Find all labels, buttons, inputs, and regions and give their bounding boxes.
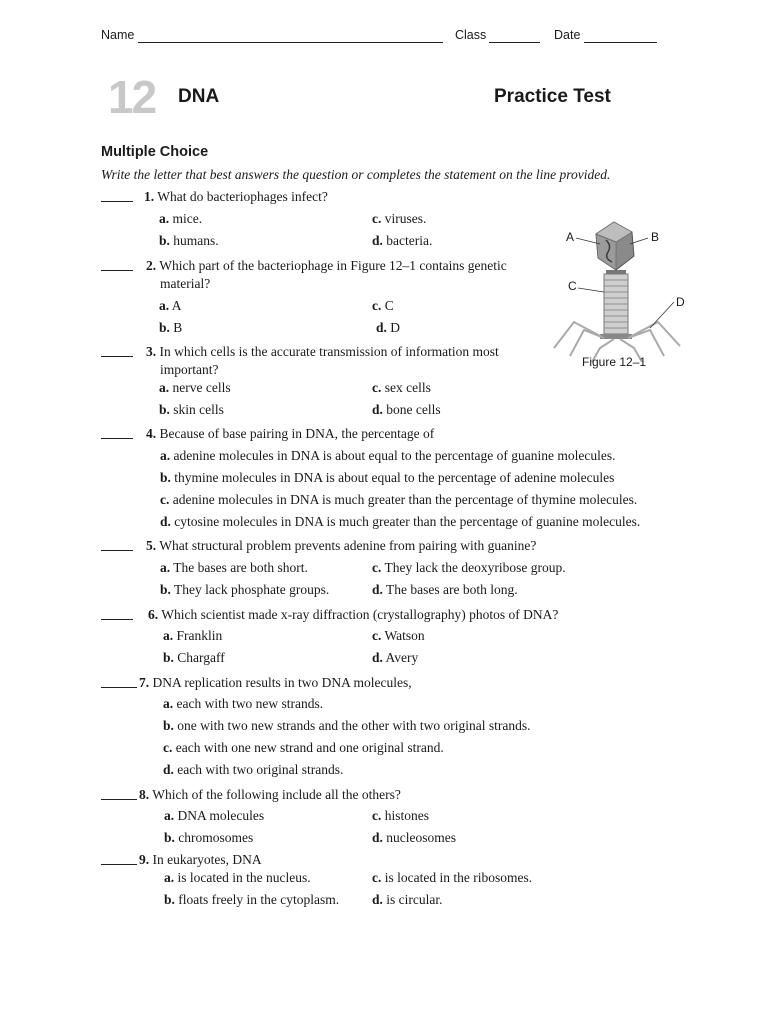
figure-label-c: C: [568, 279, 577, 293]
option-8a: a. DNA molecules: [164, 808, 265, 823]
answer-line-9[interactable]: [101, 852, 137, 865]
question-5: [146, 538, 536, 554]
answer-line-6[interactable]: [101, 607, 133, 620]
answer-line-7[interactable]: [101, 675, 137, 688]
option-8b: b. chromosomes: [164, 830, 254, 845]
option-1a: a. mice.: [159, 211, 203, 226]
option-1d: d. bacteria.: [372, 233, 433, 248]
option-2c: c. C: [372, 298, 394, 313]
question-7: [139, 675, 412, 691]
option-9c: c. is located in the ribosomes.: [372, 870, 533, 885]
question-number: 6.: [148, 607, 159, 622]
option-6a: a. Franklin: [163, 628, 223, 643]
answer-line-8[interactable]: [101, 787, 137, 800]
option-9a: a. is located in the nucleus.: [164, 870, 311, 885]
option-4c: c. adenine molecules in DNA is much greater than the percentage of thymine molecules.: [160, 492, 638, 507]
question-3-continued: important?: [160, 362, 219, 377]
option-9b: b. floats freely in the cytoplasm.: [164, 892, 340, 907]
question-text: In which cells is the accurate transmission of information most: [159, 344, 499, 359]
question-2-continued: material?: [160, 276, 211, 291]
answer-line-5[interactable]: [101, 538, 133, 551]
option-6d: d. Avery: [372, 650, 419, 665]
question-6: [148, 607, 558, 623]
question-number: 8.: [139, 787, 150, 802]
name-label: Name: [101, 28, 135, 42]
option-4b: b. thymine molecules in DNA is about equal to the percentage of adenine molecules: [160, 470, 615, 485]
chapter-title: DNA: [178, 86, 220, 107]
question-number: 7.: [139, 675, 150, 690]
question-text: What structural problem prevents adenine from pairing with guanine?: [159, 538, 537, 553]
name-field[interactable]: [138, 30, 443, 43]
class-label: Class: [455, 28, 487, 42]
chapter-number: 12: [108, 71, 156, 123]
figure-caption: Figure 12–1: [582, 355, 647, 369]
option-6c: c. Watson: [372, 628, 425, 643]
question-4: [146, 426, 434, 442]
option-5c: c. They lack the deoxyribose group.: [372, 560, 566, 575]
question-number: 9.: [139, 852, 150, 867]
question-number: 5.: [146, 538, 157, 553]
option-2a: a. A: [159, 298, 182, 313]
collar: [606, 270, 626, 274]
option-2b: b. B: [159, 320, 183, 335]
option-8d: d. nucleosomes: [372, 830, 457, 845]
option-4d: d. cytosine molecules in DNA is much greater than the percentage of guanine molecules.: [160, 514, 641, 529]
option-7a: a. each with two new strands.: [163, 696, 324, 711]
question-text: Which scientist made x-ray diffraction (crystallography) photos of DNA?: [161, 607, 559, 622]
section-title: Multiple Choice: [101, 144, 209, 160]
option-7d: d. each with two original strands.: [163, 762, 344, 777]
option-1b: b. humans.: [159, 233, 219, 248]
figure-label-b: B: [651, 230, 660, 244]
option-6b: b. Chargaff: [163, 650, 225, 665]
option-1c: c. viruses.: [372, 211, 427, 226]
option-5b: b. They lack phosphate groups.: [160, 582, 330, 597]
option-7c: c. each with one new strand and one original strand.: [163, 740, 444, 755]
date-field[interactable]: [584, 30, 657, 43]
question-number: 1.: [144, 189, 155, 204]
question-number: 3.: [146, 344, 157, 359]
question-text: In eukaryotes, DNA: [152, 852, 262, 867]
option-2d: d. D: [376, 320, 401, 335]
question-9: [139, 852, 262, 868]
question-2: [146, 258, 507, 274]
question-text: What do bacteriophages infect?: [157, 189, 328, 204]
option-5d: d. The bases are both long.: [372, 582, 518, 597]
option-3b: b. skin cells: [159, 402, 224, 417]
option-4a: a. adenine molecules in DNA is about equal to the percentage of guanine molecules.: [160, 448, 616, 463]
answer-line-1[interactable]: [101, 189, 133, 202]
option-3a: a. nerve cells: [159, 380, 231, 395]
base-plate: [600, 334, 632, 339]
option-5a: a. The bases are both short.: [160, 560, 308, 575]
question-3: [146, 344, 499, 360]
test-title: Practice Test: [494, 86, 611, 107]
figure-label-d: D: [676, 295, 685, 309]
question-1: [144, 189, 328, 205]
question-text: Which of the following include all the others?: [152, 787, 401, 802]
answer-line-3[interactable]: [101, 344, 133, 357]
question-number: 2.: [146, 258, 157, 273]
answer-line-2[interactable]: [101, 258, 133, 271]
question-text: Which part of the bacteriophage in Figure 12–1 contains genetic: [159, 258, 507, 273]
answer-line-4[interactable]: [101, 426, 133, 439]
option-7b: b. one with two new strands and the other with two original strands.: [163, 718, 531, 733]
option-3c: c. sex cells: [372, 380, 431, 395]
question-text: DNA replication results in two DNA molecules,: [152, 675, 412, 690]
option-3d: d. bone cells: [372, 402, 441, 417]
option-9d: d. is circular.: [372, 892, 443, 907]
option-8c: c. histones: [372, 808, 430, 823]
question-text: Because of base pairing in DNA, the percentage of: [159, 426, 435, 441]
figure-label-a: A: [566, 230, 575, 244]
question-8: [139, 787, 401, 803]
class-field[interactable]: [489, 30, 540, 43]
question-number: 4.: [146, 426, 157, 441]
instructions: Write the letter that best answers the question or completes the statement on the line provided.: [101, 167, 611, 182]
date-label: Date: [554, 28, 581, 42]
